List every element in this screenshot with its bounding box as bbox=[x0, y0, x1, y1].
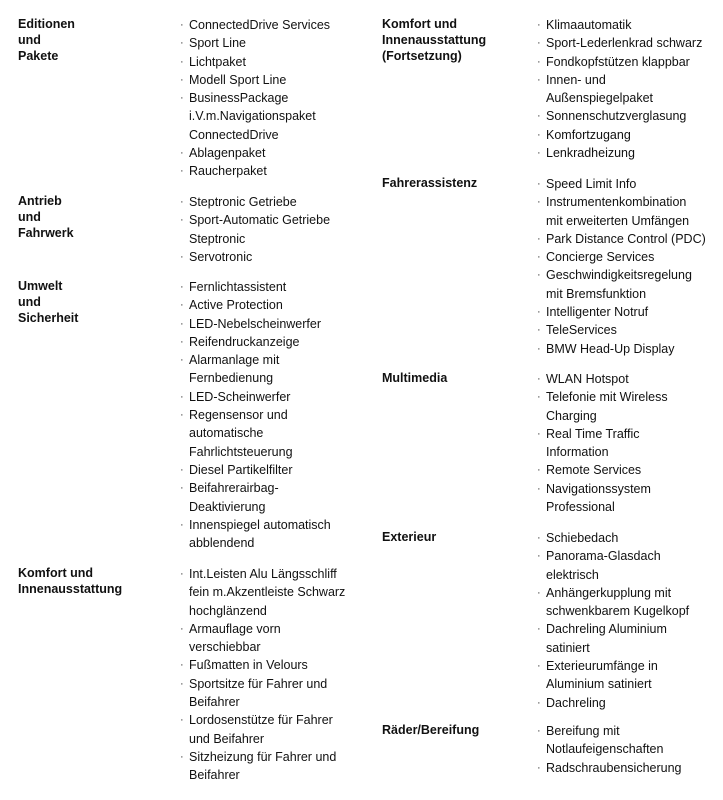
list-item: · Exterieurumfänge in Aluminium satiniert bbox=[537, 657, 723, 694]
section-title: Antrieb und Fahrwerk bbox=[18, 194, 74, 240]
list-item: · Schiebedach bbox=[537, 529, 723, 547]
list-item: · Radschraubensicherung bbox=[537, 759, 723, 777]
list-item: · LED-Scheinwerfer bbox=[180, 388, 370, 406]
list-item: · Modell Sport Line bbox=[180, 71, 370, 89]
list-item: · BMW Head-Up Display bbox=[537, 340, 723, 358]
list-item: · Concierge Services bbox=[537, 248, 723, 266]
item-list bbox=[180, 193, 370, 266]
list-item: · Fernlichtassistent bbox=[180, 278, 370, 296]
item-list bbox=[537, 370, 723, 516]
item-list bbox=[537, 722, 723, 777]
list-item: · Intelligenter Notruf bbox=[537, 303, 723, 321]
list-item: · Dachreling Aluminium satiniert bbox=[537, 620, 723, 657]
list-item: · Panorama-Glasdach elektrisch bbox=[537, 547, 723, 584]
section-title: Komfort und Innenausstattung (Fortsetzung) bbox=[382, 17, 487, 63]
item-list bbox=[180, 16, 370, 181]
list-item: · Dachreling bbox=[537, 694, 723, 712]
section-title: Editionen und Pakete bbox=[18, 17, 75, 63]
list-item: · Regensensor und automatische Fahrlichtsteuerung bbox=[180, 406, 370, 461]
list-item: · Fondkopfstützen klappbar bbox=[537, 53, 723, 71]
list-item: · Reifendruckanzeige bbox=[180, 333, 370, 351]
list-item: · Armauflage vorn verschiebbar bbox=[180, 620, 370, 657]
item-list bbox=[180, 565, 370, 785]
section-title: Komfort und Innenausstattung bbox=[18, 566, 123, 596]
section-title: Fahrerassistenz bbox=[382, 176, 478, 190]
list-item: · Int.Leisten Alu Längsschliff fein m.Akzentleiste Schwarz hochglänzend bbox=[180, 565, 370, 620]
list-item: · Klimaautomatik bbox=[537, 16, 723, 34]
list-item: · BusinessPackage i.V.m.Navigationspaket ConnectedDrive bbox=[180, 89, 370, 144]
list-item: · Lenkradheizung bbox=[537, 144, 723, 162]
list-item: · Innenspiegel automatisch abblendend bbox=[180, 516, 370, 553]
list-item: · Sport-Automatic Getriebe Steptronic bbox=[180, 211, 370, 248]
list-item: · LED-Nebelscheinwerfer bbox=[180, 315, 370, 333]
list-item: · Active Protection bbox=[180, 296, 370, 314]
list-item: · Sonnenschutzverglasung bbox=[537, 107, 723, 125]
list-item: · Beifahrerairbag- Deaktivierung bbox=[180, 479, 370, 516]
list-item: · Servotronic bbox=[180, 248, 370, 266]
list-item: · Anhängerkupplung mit schwenkbarem Kugelkopf bbox=[537, 584, 723, 621]
list-item: · WLAN Hotspot bbox=[537, 370, 723, 388]
list-item: · Telefonie mit Wireless Charging bbox=[537, 388, 723, 425]
item-list bbox=[537, 16, 723, 162]
list-item: · Sport-Lederlenkrad schwarz bbox=[537, 34, 723, 52]
list-item: · Lordosenstütze für Fahrer und Beifahrer bbox=[180, 711, 370, 748]
section-title: Multimedia bbox=[382, 371, 448, 385]
list-item: · Komfortzugang bbox=[537, 126, 723, 144]
section-title: Umwelt und Sicherheit bbox=[18, 279, 79, 325]
list-item: · Fußmatten in Velours bbox=[180, 656, 370, 674]
section-title: Räder/Bereifung bbox=[382, 723, 480, 737]
list-item: · Sport Line bbox=[180, 34, 370, 52]
list-item: · Sitzheizung für Fahrer und Beifahrer bbox=[180, 748, 370, 785]
list-item: · Sportsitze für Fahrer und Beifahrer bbox=[180, 675, 370, 712]
list-item: · Park Distance Control (PDC) bbox=[537, 230, 723, 248]
list-item: · Raucherpaket bbox=[180, 162, 370, 180]
list-item: · Diesel Partikelfilter bbox=[180, 461, 370, 479]
list-item: · Lichtpaket bbox=[180, 53, 370, 71]
list-item: · Alarmanlage mit Fernbedienung bbox=[180, 351, 370, 388]
list-item: · Speed Limit Info bbox=[537, 175, 723, 193]
section-title: Exterieur bbox=[382, 530, 437, 544]
item-list bbox=[537, 529, 723, 712]
list-item: · ConnectedDrive Services bbox=[180, 16, 370, 34]
item-list bbox=[537, 175, 723, 358]
list-item: · TeleServices bbox=[537, 321, 723, 339]
list-item: · Instrumentenkombination mit erweiterten Umfängen bbox=[537, 193, 723, 230]
list-item: · Bereifung mit Notlaufeigenschaften bbox=[537, 722, 723, 759]
list-item: · Navigationssystem Professional bbox=[537, 480, 723, 517]
list-item: · Real Time Traffic Information bbox=[537, 425, 723, 462]
list-item: · Remote Services bbox=[537, 461, 723, 479]
list-item: · Steptronic Getriebe bbox=[180, 193, 370, 211]
list-item: · Innen- und Außenspiegelpaket bbox=[537, 71, 723, 108]
list-item: · Ablagenpaket bbox=[180, 144, 370, 162]
item-list bbox=[180, 278, 370, 552]
list-item: · Geschwindigkeitsregelung mit Bremsfunktion bbox=[537, 266, 723, 303]
